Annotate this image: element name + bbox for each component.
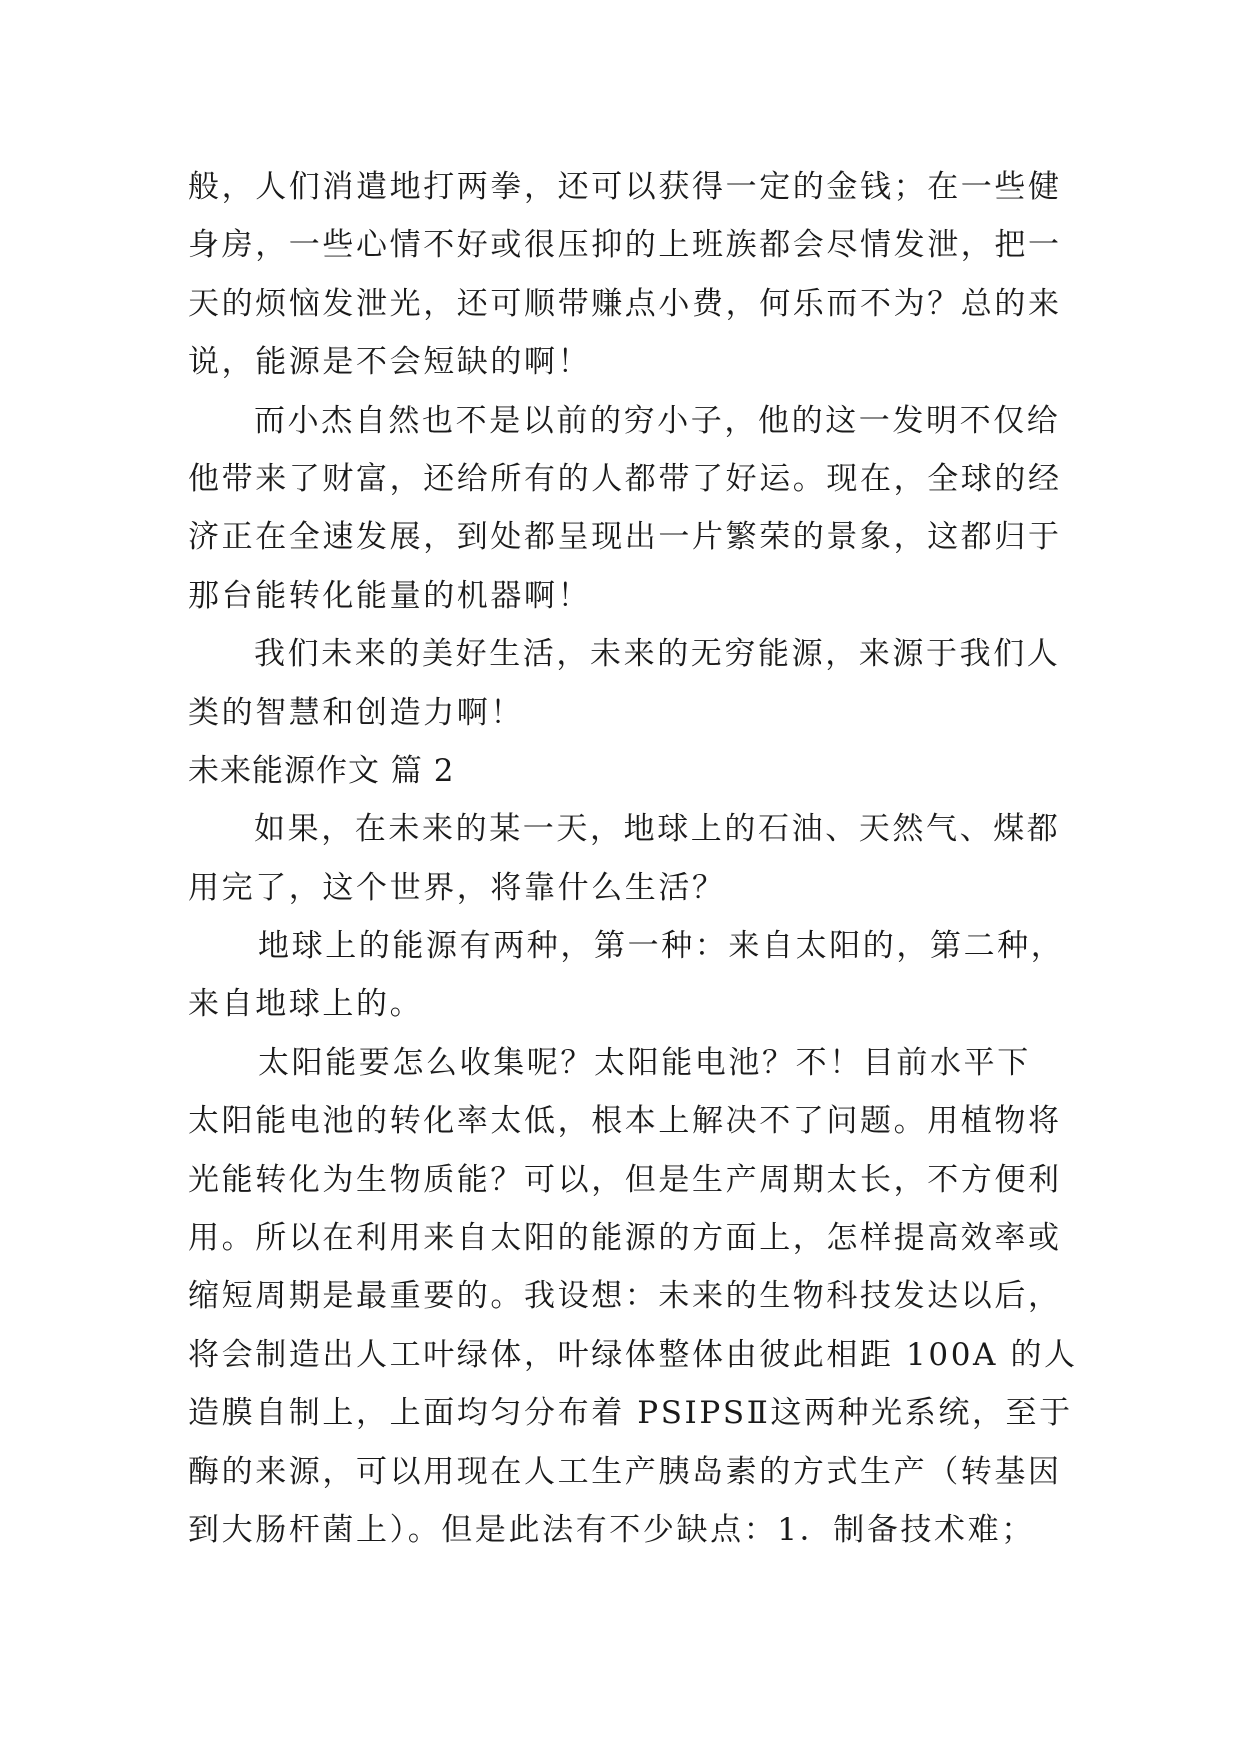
document-body — [188, 158, 1078, 1559]
text-line: 用。所以在利用来自太阳的能源的方面上，怎样提高效率或 — [188, 1220, 1062, 1257]
text-line: 酶的来源，可以用现在人工生产胰岛素的方式生产（转基因 — [188, 1453, 1062, 1490]
text-line: 身房，一些心情不好或很压抑的上班族都会尽情发泄，把一 — [188, 227, 1062, 264]
text-line: 般，人们消遣地打两拳，还可以获得一定的金钱；在一些健 — [188, 169, 1062, 205]
text-line: 来自地球上的。 — [188, 986, 424, 1023]
text-line: 说，能源是不会短缺的啊！ — [188, 344, 592, 381]
text-line: 那台能转化能量的机器啊！ — [188, 577, 592, 614]
text-line: 类的智慧和创造力啊！ — [188, 694, 524, 731]
text-line: 他带来了财富，还给所有的人都带了好运。现在，全球的经 — [188, 460, 1062, 497]
paragraph-start-line: 如果，在未来的某一天，地球上的石油、天然气、煤都 — [254, 811, 1061, 848]
section-heading: 未来能源作文 篇 2 — [188, 752, 455, 789]
text-line: 太阳能电池的转化率太低，根本上解决不了问题。用植物将 — [188, 1103, 1062, 1140]
text-line: 造膜自制上，上面均匀分布着 PSIPSⅡ这两种光系统，至于 — [188, 1395, 1073, 1432]
text-line: 缩短周期是最重要的。我设想：未来的生物科技发达以后， — [188, 1278, 1062, 1315]
text-line: 将会制造出人工叶绿体，叶绿体整体由彼此相距 100A 的人 — [188, 1336, 1078, 1373]
text-line: 济正在全速发展，到处都呈现出一片繁荣的景象，这都归于 — [188, 519, 1062, 556]
text-line: 用完了，这个世界，将靠什么生活？ — [188, 869, 726, 906]
text-line: 到大肠杆菌上）。但是此法有不少缺点：1．制备技术难； — [188, 1511, 1035, 1548]
text-line: 光能转化为生物质能？可以，但是生产周期太长，不方便利 — [188, 1161, 1062, 1198]
paragraph-start-line: 我们未来的美好生活，未来的无穷能源，来源于我们人 — [254, 636, 1061, 673]
paragraph-start-line: 地球上的能源有两种，第一种：来自太阳的，第二种， — [258, 928, 1065, 965]
paragraph-start-line: 太阳能要怎么收集呢？太阳能电池？不！目前水平下 — [258, 1044, 1031, 1081]
text-line: 天的烦恼发泄光，还可顺带赚点小费，何乐而不为？总的来 — [188, 285, 1062, 322]
paragraph-start-line: 而小杰自然也不是以前的穷小子，他的这一发明不仅给 — [254, 402, 1061, 439]
